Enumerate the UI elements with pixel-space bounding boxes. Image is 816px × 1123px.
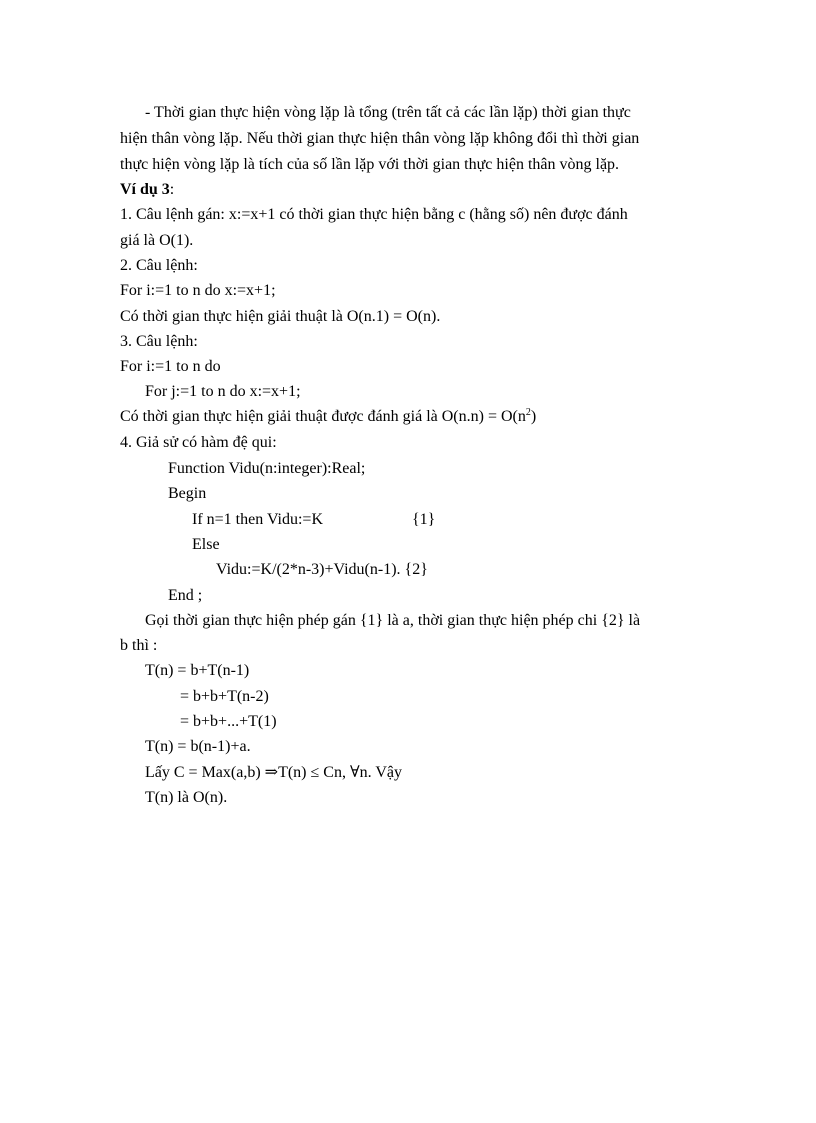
recurrence-result: T(n) = b(n-1)+a. <box>145 738 251 755</box>
intro-line-2: hiện thân vòng lặp. Nếu thời gian thực hiện thân vòng lặp không đổi thì thời gian <box>120 130 640 147</box>
code-else-body: Vidu:=K/(2*n-3)+Vidu(n-1). {2} <box>216 561 428 578</box>
item3-result-exponent: 2 <box>525 407 531 418</box>
intro-line-3: thực hiện vòng lặp là tích của số lần lặp với thời gian thực hiện thân vòng lặp. <box>120 156 620 173</box>
code-else: Else <box>192 536 220 553</box>
code-end: End ; <box>168 587 203 604</box>
item3-result <box>120 407 536 427</box>
item1-line-2: giá là O(1). <box>120 232 194 249</box>
recurrence-line-1: T(n) = b+T(n-1) <box>145 662 250 679</box>
item2-code: For i:=1 to n do x:=x+1; <box>120 282 276 299</box>
code-function-decl: Function Vidu(n:integer):Real; <box>168 460 366 477</box>
analysis-line-2: b thì : <box>120 637 158 654</box>
item4-heading: 4. Giả sử có hàm đệ qui: <box>120 434 277 451</box>
code-begin: Begin <box>168 485 207 502</box>
item3-result-text: Có thời gian thực hiện giải thuật được đánh giá là O(n.n) = O(n <box>120 408 526 425</box>
recurrence-line-2: = b+b+T(n-2) <box>180 688 269 705</box>
item3-code-inner: For j:=1 to n do x:=x+1; <box>145 383 301 400</box>
example-heading-colon: : <box>169 181 175 198</box>
item3-heading: 3. Câu lệnh: <box>120 333 198 350</box>
recurrence-line-3: = b+b+...+T(1) <box>180 713 277 730</box>
item3-result-close: ) <box>530 408 537 425</box>
example-heading <box>120 180 174 200</box>
item2-heading: 2. Câu lệnh: <box>120 257 198 274</box>
example-heading-label: Ví dụ 3 <box>120 181 170 198</box>
bound-line: Lấy C = Max(a,b) ⇒T(n) ≤ Cn, ∀n. Vậy <box>145 764 402 781</box>
item3-code-outer: For i:=1 to n do <box>120 358 221 375</box>
analysis-line-1: Gọi thời gian thực hiện phép gán {1} là a, thời gian thực hiện phép chi {2} là <box>145 612 641 629</box>
code-if-line: If n=1 then Vidu:=K <box>192 511 323 528</box>
intro-line-1: - Thời gian thực hiện vòng lặp là tổng (trên tất cả các lần lặp) thời gian thực <box>145 104 631 121</box>
code-if-tag: {1} <box>412 511 436 528</box>
item2-result: Có thời gian thực hiện giải thuật là O(n.1) = O(n). <box>120 308 441 325</box>
conclusion-line: T(n) là O(n). <box>145 789 228 806</box>
item1-line-1: 1. Câu lệnh gán: x:=x+1 có thời gian thực hiện bằng c (hằng số) nên được đánh <box>120 206 628 223</box>
